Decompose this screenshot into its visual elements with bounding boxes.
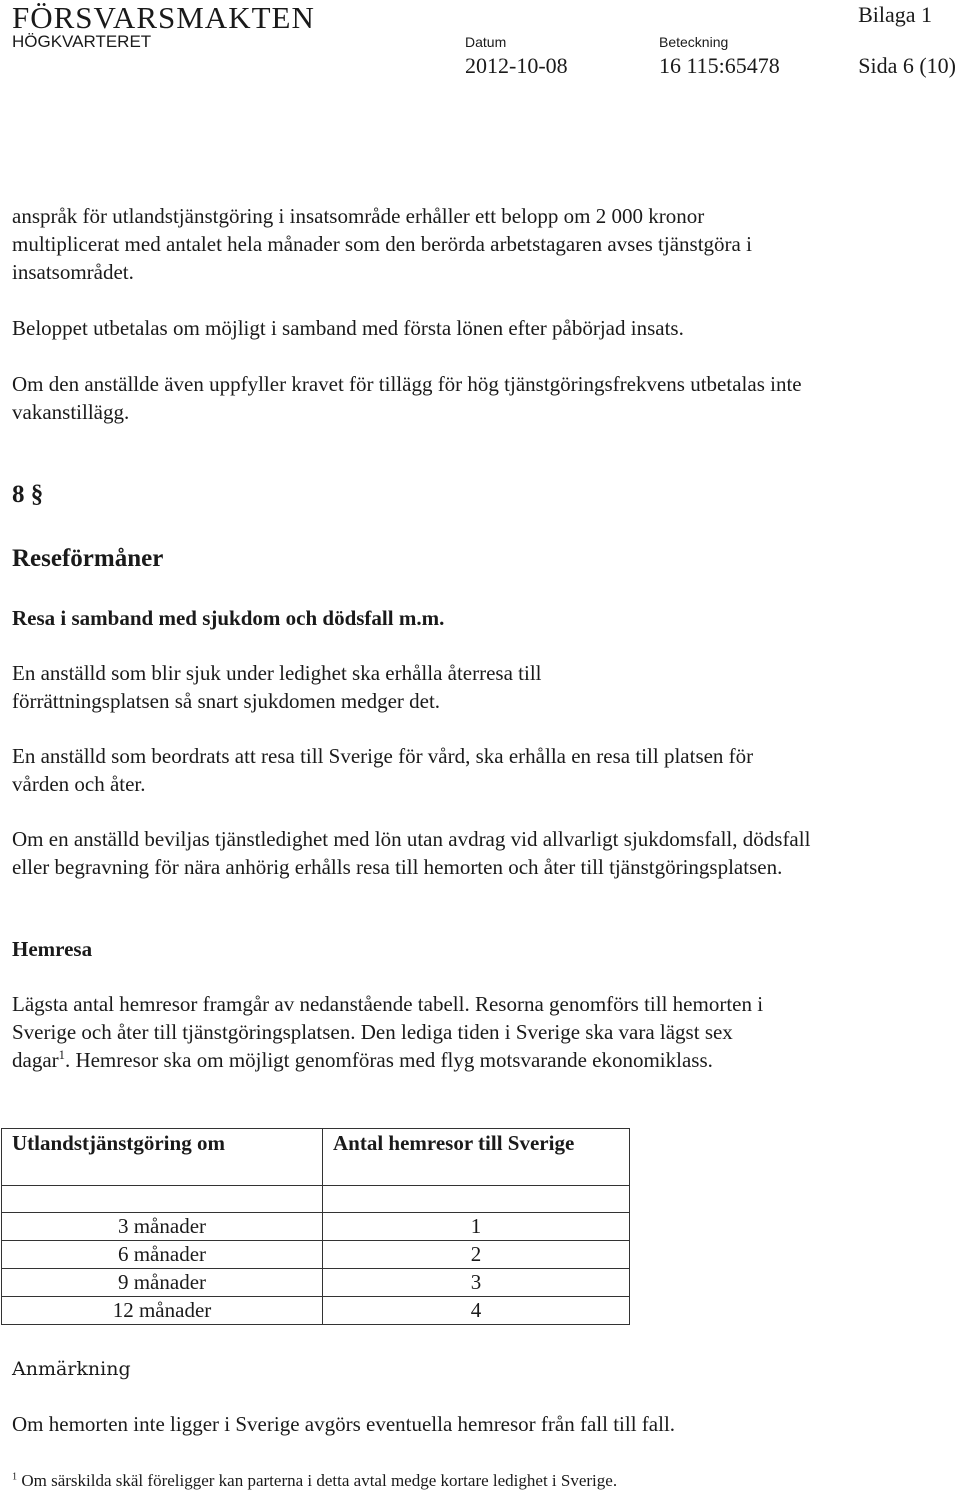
paragraph-5: En anställd som beordrats att resa till Sverige för vård, ska erhålla en resa till platsen för vården och åter. <box>12 744 754 796</box>
table-cell-trips: 2 <box>323 1241 630 1269</box>
paragraph-4: En anställd som blir sjuk under ledighet ska erhålla återresa till förrättningsplatsen så snart sjukdomen medger det. <box>12 661 542 713</box>
section-title: Reseförmåner <box>12 545 164 572</box>
table-spacer-cell <box>2 1186 323 1213</box>
table-spacer-cell <box>323 1186 630 1213</box>
organization-name: FÖRSVARSMAKTEN <box>12 0 315 35</box>
appendix-label: Bilaga 1 <box>858 2 932 27</box>
table-cell-trips: 4 <box>323 1297 630 1325</box>
paragraph-1: anspråk för utlandstjänstgöring i insatsområde erhåller ett belopp om 2 000 kronor multiplicerat med antalet hela månader som den berörda arbetstagaren avses tjänstgöra i insatsområdet. <box>12 204 752 284</box>
table-cell-duration: 12 månader <box>2 1297 323 1325</box>
table-cell-trips: 1 <box>323 1213 630 1241</box>
date-value: 2012-10-08 <box>465 53 568 78</box>
table-header-row <box>2 1129 630 1186</box>
paragraph-2: Beloppet utbetalas om möjligt i samband med första lönen efter påbörjad insats. <box>12 316 684 340</box>
table-row <box>2 1241 630 1269</box>
designation-value: 16 115:65478 <box>659 53 780 78</box>
paragraph-6: Om en anställd beviljas tjänstledighet med lön utan avdrag vid allvarligt sjukdomsfall, dödsfall eller begravning för nära anhörig erhålls resa till hemorten och åter till tjänstgöringsplatsen. <box>12 827 811 879</box>
date-label: Datum <box>465 34 507 50</box>
subheading-illness-death: Resa i samband med sjukdom och dödsfall m.m. <box>12 606 445 630</box>
table-cell-duration: 9 månader <box>2 1269 323 1297</box>
table-row <box>2 1297 630 1325</box>
footnote-text: Om särskilda skäl föreligger kan parterna i detta avtal medge kortare ledighet i Sverige. <box>21 1471 618 1490</box>
footnote <box>12 1470 617 1492</box>
section-number: 8 § <box>12 481 44 508</box>
table-row <box>2 1213 630 1241</box>
footnote-number: 1 <box>12 1471 18 1483</box>
table-cell-duration: 6 månader <box>2 1241 323 1269</box>
paragraph-7: Lägsta antal hemresor framgår av nedanstående tabell. Resorna genomförs till hemorten i Sverige och åter till tjänstgöringsplatsen. Den lediga tiden i Sverige ska vara lägst sex dagar$^1$. Hemresor ska om möjligt genomföras med flyg motsvarande ekonomiklass. <box>12 992 764 1072</box>
table-row <box>2 1269 630 1297</box>
designation-label: Beteckning <box>659 34 729 50</box>
table-header-duration: Utlandstjänstgöring om <box>2 1129 323 1186</box>
paragraph-3: Om den anställde även uppfyller kravet för tillägg för hög tjänstgöringsfrekvens utbetalas inte vakanstillägg. <box>12 372 802 424</box>
table-header-trips: Antal hemresor till Sverige <box>323 1129 630 1186</box>
footnote-reference: 1 <box>58 1048 65 1062</box>
table-spacer-row <box>2 1186 630 1213</box>
unit-name: HÖGKVARTERET <box>12 32 152 51</box>
table-cell-trips: 3 <box>323 1269 630 1297</box>
subheading-home-travel: Hemresa <box>12 937 93 961</box>
page-number: Sida 6 (10) <box>858 53 956 78</box>
table-cell-duration: 3 månader <box>2 1213 323 1241</box>
home-travel-table <box>1 1128 630 1325</box>
note-title: Anmärkning <box>12 1358 131 1380</box>
note-text: Om hemorten inte ligger i Sverige avgörs eventuella hemresor från fall till fall. <box>12 1412 676 1436</box>
